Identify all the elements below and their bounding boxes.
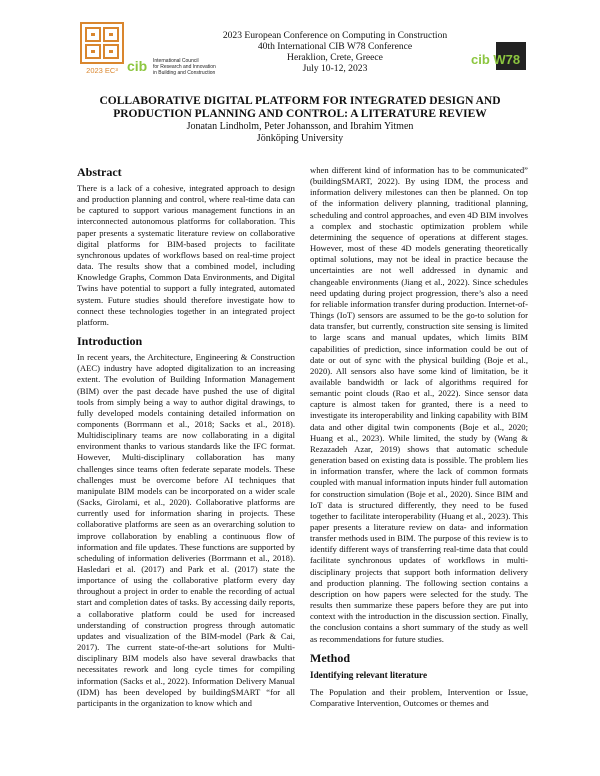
method-heading: Method <box>310 650 350 665</box>
cib-w78-text: cib W78 <box>471 52 521 67</box>
method-subheading: Identifying relevant literature <box>310 669 428 680</box>
cib-line-3: in Building and Construction <box>153 70 216 76</box>
cib-w78-logo <box>470 40 528 74</box>
cib-line-2: for Research and Innovation <box>153 64 216 70</box>
authors: Jonatan Lindholm, Peter Johansson, and Ibrahim Yitmen <box>186 121 414 132</box>
conference-line: 2023 European Conference on Computing in Construction <box>222 30 448 41</box>
affiliation: Jönköping University <box>256 133 344 144</box>
conference-line: July 10-12, 2023 <box>302 63 368 74</box>
abstract-text: There is a lack of a cohesive, integrated approach to design and production planning and control, where real-time data can be captured to support various management functions in an interconnected autonomous platforms for collaboration. This paper presents a systematic literature review on collaborative digital platforms for BIM-based projects to facilitate synchronous updates of workflows based on real-time project data. The results show that a combined model, including Knowledge Graphs, Common Data Environments, and Digital Twins have potential to support a fully integrated, automated system. Future studies should therefore investigate how to connect these technologies together in an integrated project platform. <box>77 183 295 327</box>
left-column <box>77 165 295 709</box>
right-column <box>310 165 528 709</box>
conference-line: 40th International CIB W78 Conference <box>257 41 413 52</box>
introduction-continuation: when different kind of information has to be communicated” (buildingSMART, 2022). By using IDM, the process and information delivery milestones can then be planned. On top of the information delivery planning, traditional planning, scheduling and control approaches, and even 4D BIM involves a complex and stochastic optimization problem while determining the sequence of operations at different stages. However, most of these 4D models generating theoretically optimal solutions, may not be ideal in practice because the uncertainties are not well addressed in dynamic and changeable environments (Jiang et al., 2022). Since schedules need updating during project progression, there’s also a need for reliable information transfer during production. Internet-of-Things (IoT) sensors are assumed to be the go-to solution for data transfer, but currently, construction site sensing is limited to large scans and manual updates, which limits BIM capabilities of prediction, since information could be out of date or out of sync with the physical building (Boje et al., 2020). All sensors also have some kind of limitation, be it available bandwidth or lack of algorithms required for semantic point clouds (Rao et al., 2022). Since sensor data capture is almost taken for granted, there is a need to investigate its interoperability and linking capability with BIM data and other digital twin components (Boje et al., 2020; Huang et al., 2023). While limited, the study by (Wang & Rezazadeh Azar, 2019) shows that automatic schedule generation based on existing data is possible. The problem lies in information transfer, where the lack of common formats coupled with manual information inputs hinder full automation for construction simulation (Boje et al., 2020). Since BIM and IoT data is structured differently, they need to be fused together to facilitate interoperability (Huang et al., 2023). This paper presents a literature review on data- and information transfer methods used in BIM. The purpose of this review is to identify different ways of transferring real-time data that could facilitate synchronous updates of workflows in multi-disciplinary projects that support both information delivery and production planning. The following section contains a description on how papers were selected for the study. The results then summarize these papers before they are put into context with the introduction in the discussion section. Finally, the conclusion contains a short summary of the study as well as recommendations for future studies. <box>310 165 528 644</box>
conference-header <box>0 0 600 82</box>
ec3-logo-text: 2023 EC³ <box>86 66 118 75</box>
introduction-heading: Introduction <box>77 334 143 349</box>
paper-title-block <box>80 95 520 145</box>
method-text: The Population and their problem, Intervention or Issue, Comparative Intervention, Outcomes or themes and <box>310 686 528 708</box>
title-line-1: COLLABORATIVE DIGITAL PLATFORM FOR INTEGRATED DESIGN AND <box>99 95 501 107</box>
paper-title <box>80 95 520 121</box>
title-line-2: PRODUCTION PLANNING AND CONTROL: A LITERATURE REVIEW <box>113 108 487 120</box>
ec3-logo <box>80 22 124 76</box>
conference-info <box>200 30 470 74</box>
abstract-heading: Abstract <box>77 165 122 179</box>
cib-mark-text: cib <box>127 58 148 74</box>
conference-line: Heraklion, Crete, Greece <box>287 52 383 63</box>
cib-line-1: International Council <box>153 58 199 64</box>
introduction-text: In recent years, the Architecture, Engineering & Construction (AEC) industry have adopted digitalization to an increasing extent. The evolution of Building Information Management (BIM) over the past decade have pushed the use of digital tools from simply being a way to author digital drawings, to fully developed models containing detailed information on components (Borrmann et al., 2018; Sacks et al., 2018). Multidisciplinary teams are now collaborating in a digital environment thanks to various standards like the IFC format. However, Multi-disciplinary collaboration has many challenges since teams often federate separate models. These challenges must be overcome before AI techniques that manipulate BIM models can be incorporated on a wider scale (Sacks, Girolami, et al., 2020). Collaborative platforms are currently used for information sharing in projects. These collaborative platforms are seen as an overarching solution to improve collaboration by enabling a continuous flow of information and file updates. These functions are supported by scheduling of information deliveries (Borrmann et al., 2018). Hasledari et al. (2017) and Park et al. (2017) state the importance of using the collaborative platform every day throughout a project in order to enable the recording of actual start and completion dates of tasks. By accessing daily reports, a collaborative platform could be used for increased understanding of construction progress through automatic updates and visualization of the BIM-model (Park & Cai, 2017). The current state-of-the-art solutions for Multi-disciplinary BIM models also have several drawbacks that necessitates rework and long cycle times for compiling information (Sacks et al., 2022). Information Delivery Manual (IDM) has been developed by buildingSMART “for all participants in the organization to know which and <box>77 352 295 708</box>
